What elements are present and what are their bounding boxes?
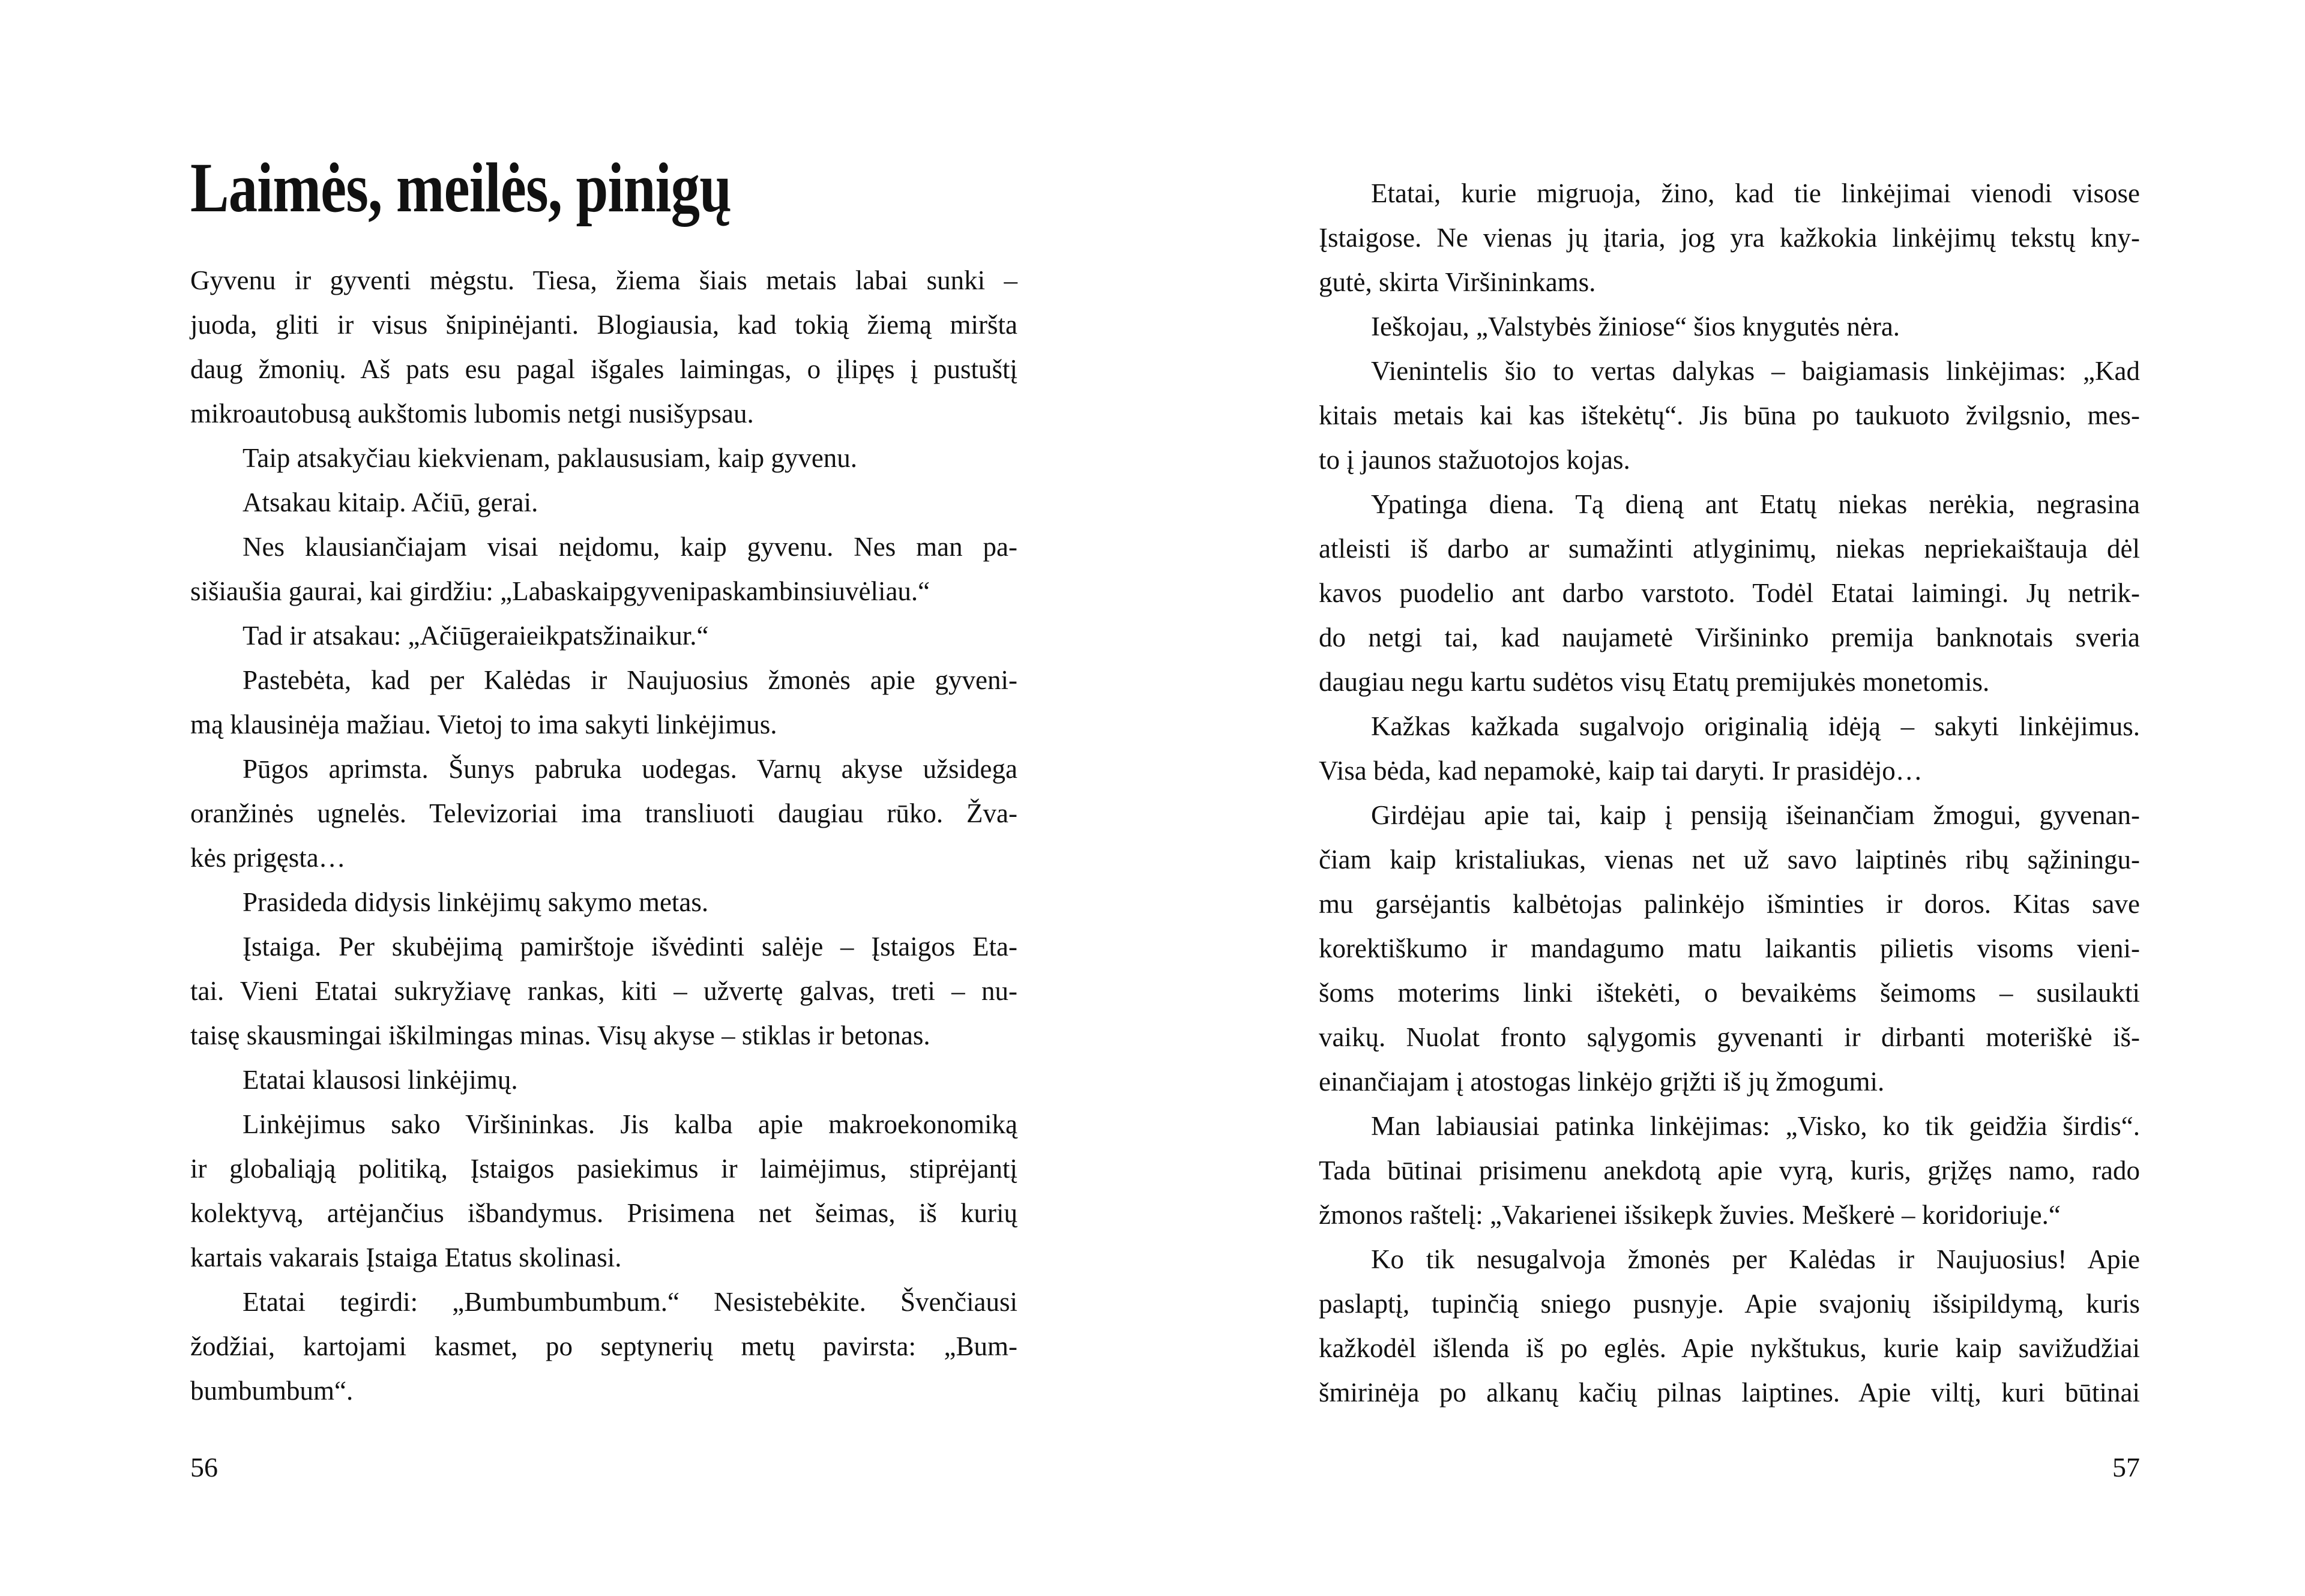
text-line: Kažkas kažkada sugalvojo originalią idėją – sakyti linkėjimus. (1371, 711, 2140, 741)
text-line: daugiau negu kartu sudėtos visų Etatų premijukės monetomis. (1319, 667, 1990, 697)
text-line: Ieškojau, „Valstybės žiniose“ šios knygutės nėra. (1371, 312, 1900, 342)
text-line: vaikų. Nuolat fronto sąlygomis gyvenanti ir dirbanti moteriškė iš- (1319, 1022, 2140, 1052)
text-line: atleisti iš darbo ar sumažinti atlyginimų, niekas nepriekaištauja dėl (1319, 534, 2140, 564)
text-line: Tada būtinai prisimenu anekdotą apie vyrą, kuris, grįžęs namo, rado (1319, 1155, 2140, 1185)
text-line: Atsakau kitaip. Ačiū, gerai. (243, 487, 538, 517)
text-line: kės prigęsta… (190, 843, 346, 873)
chapter-title: Laimės, meilės, pinigų (190, 148, 732, 227)
text-line: oranžinės ugnelės. Televizoriai ima transliuoti daugiau rūko. Žva- (190, 798, 1017, 828)
text-line: Vienintelis šio to vertas dalykas – baigiamasis linkėjimas: „Kad (1371, 356, 2140, 386)
text-line: čiam kaip kristaliukas, vienas net už savo laiptinės ribų sąžiningu- (1319, 845, 2140, 875)
paragraph (1319, 349, 2140, 482)
text-line: sišiaušia gaurai, kai girdžiu: „Labaskaipgyvenipaskambinsiuvėliau.“ (190, 576, 930, 606)
paragraph (190, 480, 1017, 525)
text-line: einančiajam į atostogas linkėjo grįžti iš jų žmogumi. (1319, 1067, 1885, 1097)
text-line: tai. Vieni Etatai sukryžiavę rankas, kiti – užvertę galvas, treti – nu- (190, 976, 1017, 1006)
right-page (1152, 0, 2305, 1596)
text-line: Ko tik nesugalvoja žmonės per Kalėdas ir Naujuosius! Apie (1371, 1244, 2140, 1274)
text-line: paslaptį, tupinčią sniego pusnyje. Apie svajonių išsipildymą, kuris (1319, 1289, 2140, 1319)
paragraph (1319, 704, 2140, 793)
text-line: Pastebėta, kad per Kalėdas ir Naujuosius žmonės apie gyveni- (243, 665, 1017, 695)
text-line: Nes klausiančiajam visai neįdomu, kaip gyvenu. Nes man pa- (243, 532, 1017, 562)
text-line: Tad ir atsakau: „Ačiūgeraieikpatsžinaikur.“ (243, 621, 709, 651)
text-line: juoda, gliti ir visus šnipinėjanti. Blogiausia, kad tokią žiemą miršta (190, 310, 1017, 340)
text-line: šoms moterims linki ištekėti, o bevaikėms šeimoms – susilaukti (1319, 978, 2140, 1008)
paragraph (190, 747, 1017, 880)
right-page-body (1319, 171, 2140, 1415)
text-line: taisę skausmingai iškilmingas minas. Visų akyse – stiklas ir betonas. (190, 1020, 930, 1050)
text-line: Įstaigose. Ne vienas jų įtaria, jog yra kažkokia linkėjimų tekstų kny- (1319, 223, 2140, 253)
paragraph (190, 1102, 1017, 1280)
paragraph (190, 525, 1017, 613)
paragraph (190, 1058, 1017, 1102)
text-line: žmonos raštelį: „Vakarienei išsikepk žuvies. Meškerė – koridoriuje.“ (1319, 1200, 2061, 1230)
text-line: mu garsėjantis kalbėtojas palinkėjo išminties ir doros. Kitas save (1319, 889, 2140, 919)
paragraph (190, 880, 1017, 924)
paragraph (1319, 171, 2140, 304)
page-number-left: 56 (190, 1452, 218, 1483)
text-line: Etatai, kurie migruoja, žino, kad tie linkėjimai vienodi visose (1371, 178, 2140, 208)
paragraph (190, 436, 1017, 480)
paragraph (1319, 793, 2140, 1104)
text-line: mą klausinėja mažiau. Vietoj to ima sakyti linkėjimus. (190, 709, 777, 739)
paragraph (1319, 1104, 2140, 1237)
text-line: Linkėjimus sako Viršininkas. Jis kalba apie makroekonomiką (243, 1109, 1017, 1139)
text-line: Etatai tegirdi: „Bumbumbumbum.“ Nesistebėkite. Švenčiausi (243, 1287, 1017, 1317)
text-line: do netgi tai, kad naujametė Viršininko premija banknotais sveria (1319, 622, 2140, 652)
paragraph (190, 1280, 1017, 1413)
text-line: to į jaunos stažuotojos kojas. (1319, 445, 1630, 475)
paragraph (190, 658, 1017, 747)
text-line: Ypatinga diena. Tą dieną ant Etatų niekas nerėkia, negrasina (1371, 489, 2140, 519)
left-page (0, 0, 1152, 1596)
text-line: bumbumbum“. (190, 1376, 354, 1406)
text-line: žodžiai, kartojami kasmet, po septynerių metų pavirsta: „Bum- (190, 1331, 1017, 1361)
text-line: kavos puodelio ant darbo varstoto. Todėl Etatai laimingi. Jų netrik- (1319, 578, 2140, 608)
paragraph (190, 258, 1017, 436)
left-page-body (190, 258, 1017, 1413)
text-line: daug žmonių. Aš pats esu pagal išgales laimingas, o įlipęs į pustuštį (190, 354, 1017, 384)
text-line: Visa bėda, kad nepamokė, kaip tai daryti. Ir prasidėjo… (1319, 756, 1923, 786)
text-line: Gyvenu ir gyventi mėgstu. Tiesa, žiema šiais metais labai sunki – (190, 265, 1017, 295)
paragraph (190, 924, 1017, 1058)
text-line: Įstaiga. Per skubėjimą pamirštoje išvėdinti salėje – Įstaigos Eta- (243, 932, 1017, 962)
text-line: gutė, skirta Viršininkams. (1319, 267, 1596, 297)
text-line: Prasideda didysis linkėjimų sakymo metas. (243, 887, 709, 917)
page-number-right: 57 (2112, 1452, 2140, 1483)
text-line: šmirinėja po alkanų kačių pilnas laiptines. Apie viltį, kuri būtinai (1319, 1378, 2140, 1408)
paragraph (1319, 304, 2140, 349)
text-line: Pūgos aprimsta. Šunys pabruka uodegas. Varnų akyse užsidega (243, 754, 1017, 784)
text-line: kažkodėl išlenda iš po eglės. Apie nykštukus, kurie kaip savižudžiai (1319, 1333, 2140, 1363)
text-line: Girdėjau apie tai, kaip į pensiją išeinančiam žmogui, gyvenan- (1371, 800, 2140, 830)
paragraph (190, 613, 1017, 658)
text-line: Taip atsakyčiau kiekvienam, paklaususiam, kaip gyvenu. (243, 443, 858, 473)
text-line: Etatai klausosi linkėjimų. (243, 1065, 518, 1095)
paragraph (1319, 1237, 2140, 1415)
text-line: korektiškumo ir mandagumo matu laikantis pilietis visoms vieni- (1319, 933, 2140, 963)
text-line: ir globaliąją politiką, Įstaigos pasiekimus ir laimėjimus, stiprėjantį (190, 1154, 1017, 1184)
text-line: kitais metais kai kas ištekėtų“. Jis būna po taukuoto žvilgsnio, mes- (1319, 400, 2140, 430)
paragraph (1319, 482, 2140, 704)
text-line: kartais vakarais Įstaiga Etatus skolinasi. (190, 1242, 622, 1272)
text-line: mikroautobusą aukštomis lubomis netgi nusišypsau. (190, 399, 754, 429)
text-line: kolektyvą, artėjančius išbandymus. Prisimena net šeimas, iš kurių (190, 1198, 1017, 1228)
text-line: Man labiausiai patinka linkėjimas: „Visko, ko tik geidžia širdis“. (1371, 1111, 2140, 1141)
